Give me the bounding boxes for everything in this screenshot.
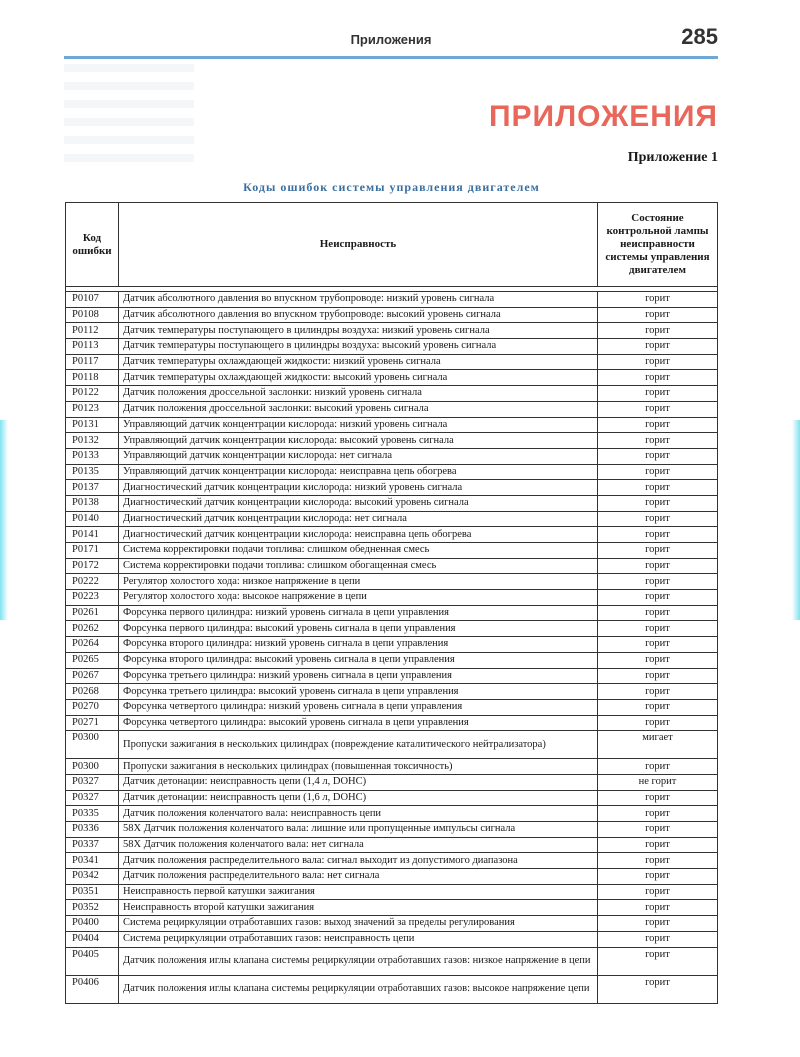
cell-code: P0137 [66, 480, 119, 496]
table-caption: Коды ошибок системы управления двигателем [243, 180, 540, 194]
table-row [66, 947, 718, 975]
cell-fault: Неисправность второй катушки зажигания [119, 900, 598, 916]
section-title: ПРИЛОЖЕНИЯ [488, 100, 718, 133]
cell-lamp-status: мигает [598, 731, 718, 759]
cell-code: P0122 [66, 386, 119, 402]
cell-code: P0135 [66, 464, 119, 480]
cell-code: P0327 [66, 790, 119, 806]
cell-code: P0123 [66, 401, 119, 417]
cell-fault: Датчик положения распределительного вала: нет сигнала [119, 869, 598, 885]
cell-code: P0327 [66, 774, 119, 790]
error-codes-table [65, 202, 718, 1004]
table-row [66, 401, 718, 417]
table-row [66, 790, 718, 806]
table-row [66, 869, 718, 885]
table-row [66, 558, 718, 574]
running-header [64, 26, 718, 59]
table-row [66, 605, 718, 621]
cell-fault: Управляющий датчик концентрации кислорода: низкий уровень сигнала [119, 417, 598, 433]
cell-lamp-status: горит [598, 433, 718, 449]
cell-lamp-status: горит [598, 354, 718, 370]
column-header-code: Код ошибки [66, 203, 119, 287]
table-row [66, 884, 718, 900]
cell-code: P0341 [66, 853, 119, 869]
table-body [66, 292, 718, 1004]
cell-fault: Датчик температуры охлаждающей жидкости: высокий уровень сигнала [119, 370, 598, 386]
running-title: Приложения [350, 32, 432, 47]
cell-lamp-status: горит [598, 884, 718, 900]
cell-lamp-status: горит [598, 401, 718, 417]
table-row [66, 731, 718, 759]
table-row [66, 684, 718, 700]
cell-code: P0351 [66, 884, 119, 900]
cell-lamp-status: горит [598, 448, 718, 464]
table-row [66, 637, 718, 653]
cell-fault: Датчик температуры поступающего в цилиндры воздуха: высокий уровень сигнала [119, 339, 598, 355]
cell-code: P0131 [66, 417, 119, 433]
cell-fault: Датчик положения иглы клапана системы рециркуляции отработавших газов: низкое напряжение в цепи [119, 947, 598, 975]
cell-fault: Система корректировки подачи топлива: слишком обогащенная смесь [119, 558, 598, 574]
table-row [66, 448, 718, 464]
cell-lamp-status: горит [598, 637, 718, 653]
cell-lamp-status: горит [598, 307, 718, 323]
table-row [66, 417, 718, 433]
cell-code: P0262 [66, 621, 119, 637]
cell-code: P0117 [66, 354, 119, 370]
cell-code: P0107 [66, 292, 119, 308]
table-row [66, 822, 718, 838]
cell-fault: Диагностический датчик концентрации кислорода: низкий уровень сигнала [119, 480, 598, 496]
cell-lamp-status: горит [598, 386, 718, 402]
cell-lamp-status: горит [598, 931, 718, 947]
table-row [66, 916, 718, 932]
table-row [66, 495, 718, 511]
left-edge-glow [0, 420, 8, 620]
cell-fault: Датчик положения распределительного вала: сигнал выходит из допустимого диапазона [119, 853, 598, 869]
table-row [66, 806, 718, 822]
cell-fault: Датчик температуры охлаждающей жидкости: низкий уровень сигнала [119, 354, 598, 370]
cell-lamp-status: горит [598, 558, 718, 574]
cell-fault: Датчик положения дроссельной заслонки: низкий уровень сигнала [119, 386, 598, 402]
show-through-text [64, 64, 194, 164]
cell-fault: Пропуски зажигания в нескольких цилиндрах (повреждение каталитического нейтрализатора) [119, 731, 598, 759]
cell-code: P0405 [66, 947, 119, 975]
cell-fault: Форсунка второго цилиндра: высокий уровень сигнала в цепи управления [119, 652, 598, 668]
cell-code: P0261 [66, 605, 119, 621]
cell-code: P0140 [66, 511, 119, 527]
cell-lamp-status: горит [598, 543, 718, 559]
appendix-label: Приложение 1 [627, 150, 718, 165]
table-row [66, 759, 718, 775]
cell-lamp-status: горит [598, 574, 718, 590]
cell-fault: Датчик температуры поступающего в цилиндры воздуха: низкий уровень сигнала [119, 323, 598, 339]
cell-fault: Датчик абсолютного давления во впускном трубопроводе: высокий уровень сигнала [119, 307, 598, 323]
cell-lamp-status: горит [598, 684, 718, 700]
cell-code: P0264 [66, 637, 119, 653]
cell-code: P0335 [66, 806, 119, 822]
cell-lamp-status: горит [598, 495, 718, 511]
cell-code: P0268 [66, 684, 119, 700]
cell-lamp-status: горит [598, 916, 718, 932]
cell-lamp-status: горит [598, 947, 718, 975]
cell-lamp-status: горит [598, 292, 718, 308]
column-header-fault: Неисправность [119, 203, 598, 287]
cell-fault: Управляющий датчик концентрации кислорода: нет сигнала [119, 448, 598, 464]
cell-fault: Регулятор холостого хода: низкое напряжение в цепи [119, 574, 598, 590]
table-row [66, 323, 718, 339]
table-row [66, 354, 718, 370]
cell-code: P0133 [66, 448, 119, 464]
table-row [66, 853, 718, 869]
cell-fault: Система рециркуляции отработавших газов: неисправность цепи [119, 931, 598, 947]
table-header-row [66, 203, 718, 287]
cell-fault: Форсунка первого цилиндра: низкий уровень сигнала в цепи управления [119, 605, 598, 621]
right-edge-glow [792, 420, 800, 620]
table-row [66, 975, 718, 1003]
cell-fault: Пропуски зажигания в нескольких цилиндрах (повышенная токсичность) [119, 759, 598, 775]
cell-code: P0265 [66, 652, 119, 668]
cell-lamp-status: горит [598, 822, 718, 838]
cell-code: P0113 [66, 339, 119, 355]
cell-code: P0132 [66, 433, 119, 449]
table-row [66, 900, 718, 916]
cell-code: P0337 [66, 837, 119, 853]
page-number: 285 [681, 24, 718, 49]
cell-fault: Диагностический датчик концентрации кислорода: неисправна цепь обогрева [119, 527, 598, 543]
cell-code: P0223 [66, 590, 119, 606]
cell-lamp-status: горит [598, 699, 718, 715]
table-row [66, 837, 718, 853]
cell-fault: Форсунка третьего цилиндра: высокий уровень сигнала в цепи управления [119, 684, 598, 700]
table-row [66, 433, 718, 449]
cell-lamp-status: горит [598, 790, 718, 806]
cell-lamp-status: горит [598, 339, 718, 355]
cell-code: P0270 [66, 699, 119, 715]
cell-lamp-status: горит [598, 464, 718, 480]
cell-fault: Датчик детонации: неисправность цепи (1,6 л, DOHC) [119, 790, 598, 806]
cell-lamp-status: горит [598, 590, 718, 606]
cell-code: P0112 [66, 323, 119, 339]
cell-lamp-status: горит [598, 605, 718, 621]
cell-lamp-status: горит [598, 480, 718, 496]
table-row [66, 652, 718, 668]
cell-fault: 58X Датчик положения коленчатого вала: нет сигнала [119, 837, 598, 853]
cell-lamp-status: горит [598, 715, 718, 731]
cell-fault: Форсунка второго цилиндра: низкий уровень сигнала в цепи управления [119, 637, 598, 653]
cell-lamp-status: горит [598, 759, 718, 775]
cell-code: P0336 [66, 822, 119, 838]
table-row [66, 464, 718, 480]
cell-code: P0267 [66, 668, 119, 684]
cell-fault: Датчик положения дроссельной заслонки: высокий уровень сигнала [119, 401, 598, 417]
table-row [66, 292, 718, 308]
cell-code: P0171 [66, 543, 119, 559]
cell-lamp-status: горит [598, 621, 718, 637]
cell-lamp-status: горит [598, 869, 718, 885]
cell-fault: Датчик положения иглы клапана системы рециркуляции отработавших газов: высокое напряжение цепи [119, 975, 598, 1003]
table-row [66, 527, 718, 543]
table-row [66, 480, 718, 496]
cell-fault: Регулятор холостого хода: высокое напряжение в цепи [119, 590, 598, 606]
cell-lamp-status: горит [598, 853, 718, 869]
cell-lamp-status: горит [598, 417, 718, 433]
cell-code: P0342 [66, 869, 119, 885]
cell-lamp-status: горит [598, 652, 718, 668]
cell-code: P0404 [66, 931, 119, 947]
cell-fault: Неисправность первой катушки зажигания [119, 884, 598, 900]
cell-code: P0172 [66, 558, 119, 574]
table-row [66, 511, 718, 527]
cell-code: P0271 [66, 715, 119, 731]
cell-code: P0138 [66, 495, 119, 511]
table-row [66, 931, 718, 947]
table-row [66, 668, 718, 684]
cell-code: P0108 [66, 307, 119, 323]
cell-fault: Управляющий датчик концентрации кислорода: неисправна цепь обогрева [119, 464, 598, 480]
cell-lamp-status: горит [598, 527, 718, 543]
cell-code: P0300 [66, 759, 119, 775]
table-row [66, 370, 718, 386]
cell-code: P0300 [66, 731, 119, 759]
cell-fault: Система рециркуляции отработавших газов: выход значений за пределы регулирования [119, 916, 598, 932]
table-row [66, 590, 718, 606]
cell-fault: Диагностический датчик концентрации кислорода: нет сигнала [119, 511, 598, 527]
cell-lamp-status: горит [598, 837, 718, 853]
cell-lamp-status: не горит [598, 774, 718, 790]
table-row [66, 621, 718, 637]
table-row [66, 307, 718, 323]
column-header-lamp-status: Состояние контрольной лампы неисправности системы управления двигателем [598, 203, 718, 287]
table-row [66, 543, 718, 559]
cell-lamp-status: горит [598, 975, 718, 1003]
cell-fault: Датчик детонации: неисправность цепи (1,4 л, DOHC) [119, 774, 598, 790]
table-row [66, 574, 718, 590]
cell-fault: Датчик положения коленчатого вала: неисправность цепи [119, 806, 598, 822]
cell-fault: Форсунка первого цилиндра: высокий уровень сигнала в цепи управления [119, 621, 598, 637]
cell-fault: Форсунка четвертого цилиндра: низкий уровень сигнала в цепи управления [119, 699, 598, 715]
cell-lamp-status: горит [598, 511, 718, 527]
cell-lamp-status: горит [598, 900, 718, 916]
table-row [66, 774, 718, 790]
cell-fault: Диагностический датчик концентрации кислорода: высокий уровень сигнала [119, 495, 598, 511]
table-row [66, 339, 718, 355]
table-row [66, 699, 718, 715]
cell-fault: Форсунка четвертого цилиндра: высокий уровень сигнала в цепи управления [119, 715, 598, 731]
cell-fault: Форсунка третьего цилиндра: низкий уровень сигнала в цепи управления [119, 668, 598, 684]
cell-code: P0352 [66, 900, 119, 916]
cell-code: P0141 [66, 527, 119, 543]
cell-lamp-status: горит [598, 370, 718, 386]
cell-code: P0118 [66, 370, 119, 386]
cell-lamp-status: горит [598, 323, 718, 339]
table-row [66, 386, 718, 402]
cell-code: P0400 [66, 916, 119, 932]
table-row [66, 715, 718, 731]
cell-code: P0222 [66, 574, 119, 590]
cell-lamp-status: горит [598, 668, 718, 684]
cell-fault: Датчик абсолютного давления во впускном трубопроводе: низкий уровень сигнала [119, 292, 598, 308]
cell-lamp-status: горит [598, 806, 718, 822]
cell-fault: Управляющий датчик концентрации кислорода: высокий уровень сигнала [119, 433, 598, 449]
cell-code: P0406 [66, 975, 119, 1003]
cell-fault: 58X Датчик положения коленчатого вала: лишние или пропущенные импульсы сигнала [119, 822, 598, 838]
cell-fault: Система корректировки подачи топлива: слишком обедненная смесь [119, 543, 598, 559]
